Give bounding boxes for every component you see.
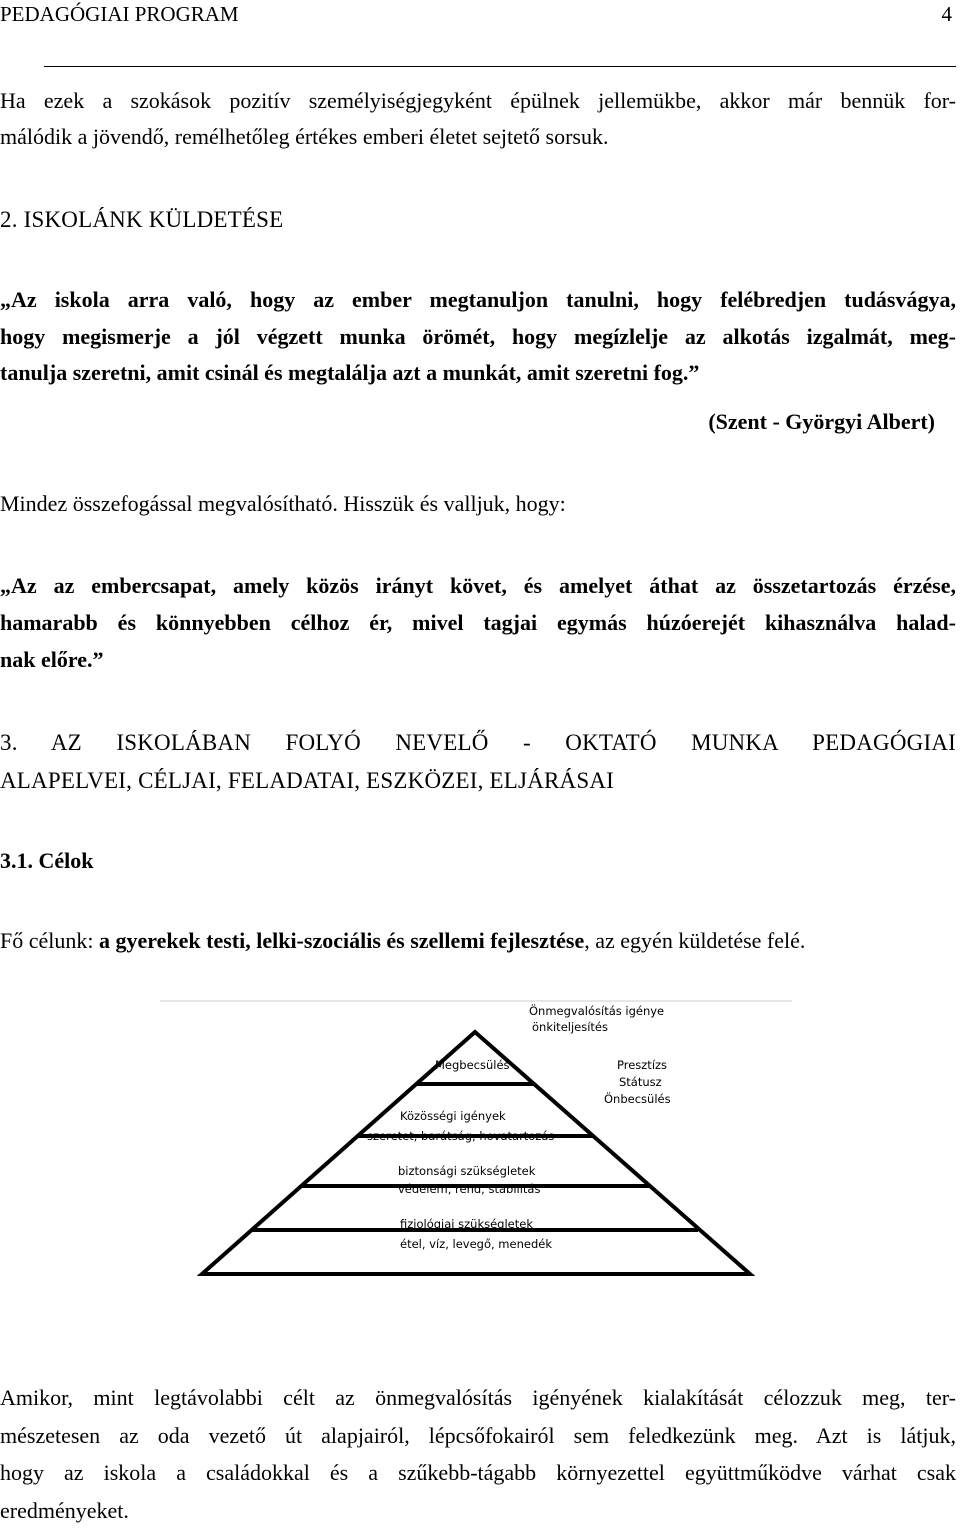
safety-needs-label-1: biztonsági szükségletek — [398, 1164, 536, 1178]
goal-emphasis: a gyerekek testi, lelki-szociális és szellemi fejlesztése — [99, 928, 585, 953]
self-actualization-label-1: Önmegvalósítás igénye — [529, 1004, 665, 1018]
physiological-needs-label-2: étel, víz, levegő, menedék — [400, 1237, 552, 1251]
goal-prefix: Fő célunk: — [0, 928, 99, 953]
closing-line-3: hogy az iskola a családokkal és a szűkebb-tágabb környezettel együttműködve várhat csak — [0, 1460, 956, 1485]
intro-line-2: málódik a jövendő, remélhetőleg értékes emberi életet sejtető sorsuk. — [0, 124, 609, 149]
quote2-line-2: hamarabb és könnyebben célhoz ér, mivel tagjai egymás húzóerejét kihasználva halad- — [0, 610, 956, 635]
esteem-label: Megbecsülés — [435, 1058, 510, 1072]
quote2-line-1: „Az az embercsapat, amely közös irányt követ, és amelyet áthat az összetartozás érzése, — [0, 573, 956, 598]
quote-line-1: „Az iskola arra való, hogy az ember megtanuljon tanulni, hogy felébredjen tudásvágya, — [0, 287, 956, 312]
maslow-pyramid-diagram — [160, 996, 800, 1296]
section-3-heading — [0, 724, 956, 800]
closing-line-1: Amikor, mint legtávolabbi célt az önmegvalósítás igényének kialakítását célozzuk meg, ter- — [0, 1385, 956, 1410]
closing-line-4: eredményeket. — [0, 1497, 129, 1523]
statement-text: Mindez összefogással megvalósítható. Hisszük és valljuk, hogy: — [0, 491, 566, 516]
social-needs-label-1: Közösségi igények — [400, 1109, 506, 1123]
section-2-heading: 2. ISKOLÁNK KÜLDETÉSE — [0, 207, 284, 232]
subsection-3-1-heading: 3.1. Célok — [0, 848, 94, 873]
social-needs-label-2: szeretet, barátság, hovatartozás — [367, 1129, 555, 1143]
esteem-side-label-3: Önbecsülés — [604, 1092, 671, 1106]
closing-line-2: mészetesen az oda vezető út alapjairól, lépcsőfokairól sem feledkezünk meg. Azt is látjuk, — [0, 1422, 956, 1448]
section-3-heading-line-1: 3. AZ ISKOLÁBAN FOLYÓ NEVELŐ - OKTATÓ MUNKA PEDAGÓGIAI — [0, 730, 956, 755]
quote2-line-3: nak előre.” — [0, 647, 104, 672]
header-rule — [44, 66, 956, 67]
page-number: 4 — [941, 2, 952, 26]
quote-line-3: tanulja szeretni, amit csinál és megtalálja azt a munkát, amit szeretni fog.” — [0, 360, 700, 385]
physiological-needs-label-1: fiziológiai szükségletek — [400, 1217, 533, 1231]
running-header-title: PEDAGÓGIAI PROGRAM — [0, 2, 239, 26]
closing-paragraph — [0, 1379, 956, 1529]
team-quote — [0, 567, 956, 678]
quote-line-2: hogy megismerje a jól végzett munka örömét, hogy megízlelje az alkotás izgalmát, meg- — [0, 323, 956, 349]
esteem-side-label-1: Presztízs — [617, 1058, 668, 1072]
goal-suffix: , az egyén küldetése felé. — [584, 928, 806, 953]
intro-line-1: Ha ezek a szokások pozitív személyiségjegyként épülnek jellemükbe, akkor már bennük for- — [0, 88, 956, 113]
esteem-side-label-2: Státusz — [619, 1075, 662, 1089]
self-actualization-label-2: önkiteljesítés — [532, 1020, 608, 1034]
intro-paragraph — [0, 83, 956, 155]
szent-gyorgyi-quote — [0, 282, 956, 392]
safety-needs-label-2: védelem, rend, stabilitás — [398, 1182, 541, 1196]
main-goal-text — [0, 923, 956, 959]
quote-attribution: (Szent - Györgyi Albert) — [708, 409, 935, 434]
section-3-heading-line-2: ALAPELVEI, CÉLJAI, FELADATAI, ESZKÖZEI, ELJÁRÁSAI — [0, 768, 615, 793]
